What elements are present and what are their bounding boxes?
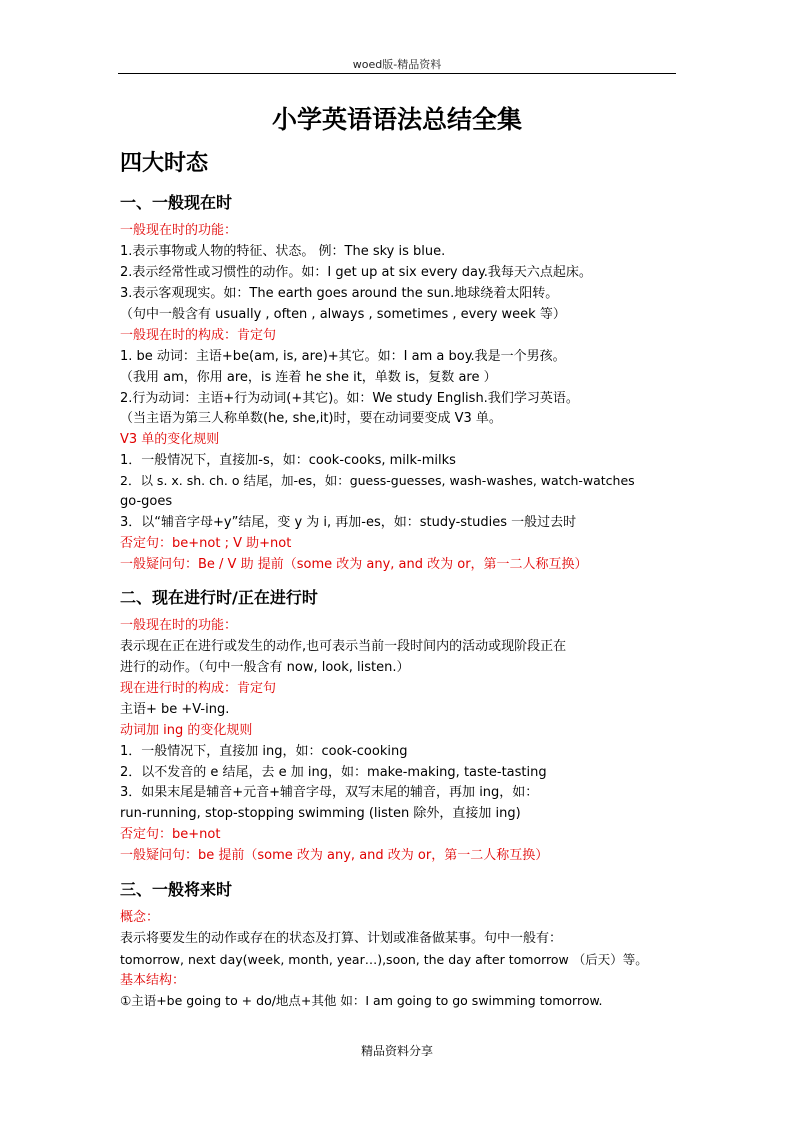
text-line: （当主语为第三人称单数(he, she,it)时，要在动词要变成 V3 单。	[120, 411, 502, 426]
page-footer: 精品资料分享	[360, 1044, 433, 1058]
text-line: 1. be 动词：主语+be(am, is, are)+其它。如：I am a boy.我是一个男孩。	[120, 349, 566, 364]
text-line: tomorrow, next day(week, month, year…),soon, the day after tomorrow （后天）等。	[120, 952, 648, 967]
text-line: 一般现在时的功能：	[120, 618, 238, 633]
text-line: 一般疑问句：be 提前（some 改为 any, and 改为 or，第一二人称互换）	[120, 848, 549, 863]
document-title: 小学英语语法总结全集	[271, 105, 522, 134]
text-line: 进行的动作。（句中一般含有 now, look, listen.）	[120, 660, 410, 675]
text-line: 否定句：be+not ; V 助+not	[120, 536, 292, 551]
text-line: 2.行为动词：主语+行为动词(+其它)。如：We study English.我们学习英语。	[120, 391, 579, 406]
heading-simple-future: 三、一般将来时	[120, 880, 233, 899]
text-line: 一般现在时的功能：	[120, 223, 238, 238]
text-line: V3 单的变化规则	[120, 432, 220, 447]
text-line: 基本结构：	[120, 973, 186, 988]
text-line: 3．以“辅音字母+y”结尾，变 y 为 i, 再加-es，如：study-studies 一般过去时	[120, 515, 577, 530]
text-line: ①主语+be going to + do/地点+其他 如：I am going to go swimming tomorrow.	[120, 993, 603, 1008]
text-line: 一般疑问句：Be / V 助 提前（some 改为 any, and 改为 or，第一二人称互换）	[120, 557, 588, 572]
text-line: 2.表示经常性或习惯性的动作。如：I get up at six every day.我每天六点起床。	[120, 265, 592, 280]
page-header: woed版-精品资料	[352, 58, 442, 71]
text-line: 表示现在正在进行或发生的动作,也可表示当前一段时间内的活动或现阶段正在	[120, 639, 567, 654]
header-rule	[118, 73, 676, 74]
heading-simple-present: 一、一般现在时	[120, 193, 233, 212]
text-line: （句中一般含有 usually , often , always , sometimes , every week 等）	[120, 307, 566, 322]
text-line: 表示将要发生的动作或存在的状态及打算、计划或准备做某事。句中一般有：	[120, 931, 563, 946]
text-line: 概念：	[120, 910, 160, 925]
text-line: 3.表示客观现实。如：The earth goes around the sun.地球绕着太阳转。	[120, 286, 559, 301]
text-line: 主语+ be +V-ing.	[120, 702, 230, 717]
text-line: 3．如果末尾是辅音+元音+辅音字母，双写末尾的辅音，再加 ing，如：	[120, 785, 539, 800]
text-line: 现在进行时的构成：肯定句	[120, 681, 277, 696]
text-line: go-goes	[120, 494, 173, 509]
text-line: 1．一般情况下，直接加-s，如：cook-cooks, milk-milks	[120, 453, 456, 468]
text-line: 1.表示事物或人物的特征、状态。 例：The sky is blue.	[120, 244, 446, 259]
text-line: 2．以不发音的 e 结尾，去 e 加 ing，如：make-making, taste-tasting	[120, 765, 547, 780]
section-title: 四大时态	[120, 150, 209, 176]
text-line: 否定句：be+not	[120, 827, 221, 842]
text-line: 2．以 s. x. sh. ch. o 结尾，加-es，如：guess-guesses, wash-washes, watch-watches	[120, 473, 635, 488]
heading-present-continuous: 二、现在进行时/正在进行时	[120, 588, 318, 607]
text-line: 动词加 ing 的变化规则	[120, 723, 253, 738]
text-line: 一般现在时的构成：肯定句	[120, 328, 277, 343]
text-line: 1．一般情况下，直接加 ing，如：cook-cooking	[120, 744, 408, 759]
text-line: run-running, stop-stopping swimming (listen 除外，直接加 ing)	[120, 806, 521, 821]
text-line: （我用 am，你用 are，is 连着 he she it，单数 is，复数 are ）	[120, 370, 497, 385]
